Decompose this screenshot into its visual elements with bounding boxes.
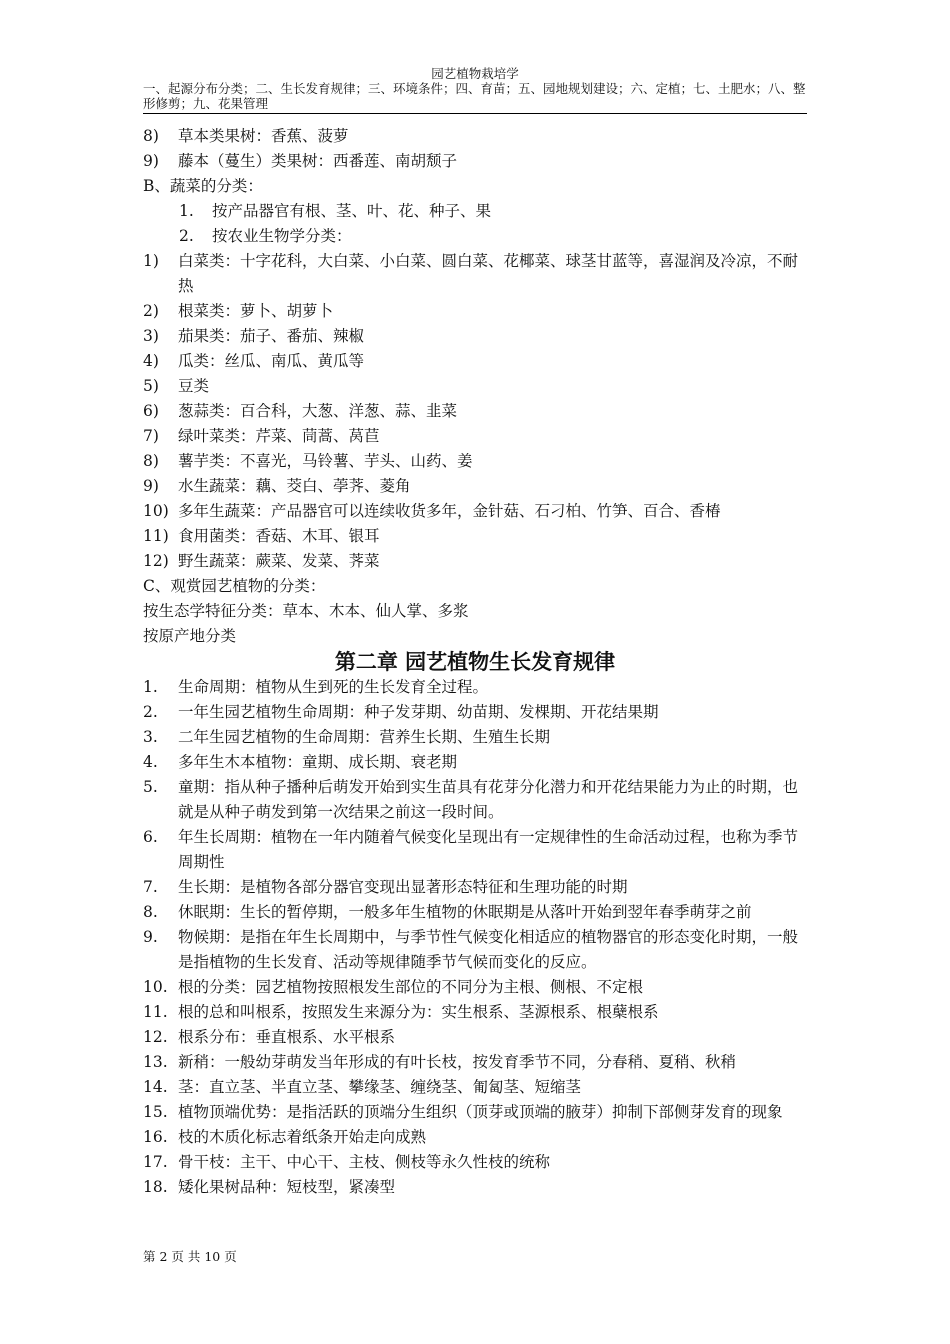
list-number: 2. [143,703,158,721]
list-text: 骨干枝：主干、中心干、主枝、侧枝等永久性枝的统称 [178,1153,551,1171]
list-item [143,900,807,925]
list-number: 4) [143,352,159,370]
list-item [143,349,807,374]
list-text: 童期：指从种子播种后萌发开始到实生苗具有花芽分化潜力和开花结果能力为止的时期，也就是从种子萌发到第一次结果之前这一段时间。 [178,778,799,821]
list-item [143,1175,807,1200]
list-item [143,1100,807,1125]
classification-method [143,199,807,224]
list-number: 13. [143,1053,168,1071]
list-text: 葱蒜类：百合科，大葱、洋葱、蒜、韭菜 [178,402,458,420]
list-number: 9) [143,477,159,495]
list-number: 9) [143,152,159,170]
list-item [143,149,807,174]
list-number: 4. [143,753,158,771]
list-item [143,424,807,449]
list-item [143,374,807,399]
list-number: 7) [143,427,159,445]
page-header [143,66,807,111]
list-number: 6. [143,828,158,846]
list-text: 多年生木本植物：童期、成长期、衰老期 [178,753,458,771]
section-c-heading: C、观赏园艺植物的分类： [143,577,326,595]
list-text: 休眠期：生长的暂停期，一般多年生植物的休眠期是从落叶开始到翌年春季萌芽之前 [178,903,752,921]
list-text: 二年生园艺植物的生命周期：营养生长期、生殖生长期 [178,728,551,746]
list-number: 3) [143,327,159,345]
list-number: 9. [143,928,158,946]
list-number: 10. [143,978,168,996]
list-item [143,124,807,149]
list-item [143,750,807,775]
list-text: 枝的木质化标志着纸条开始走向成熟 [178,1128,427,1146]
list-item [143,524,807,549]
list-text: 多年生蔬菜：产品器官可以连续收货多年，金针菇、石刁柏、竹笋、百合、香椿 [178,502,721,520]
list-text: 豆类 [178,377,210,395]
list-text: 野生蔬菜：蕨菜、发菜、荠菜 [178,552,380,570]
section-c-line: 按原产地分类 [143,627,237,645]
list-number: 12) [143,552,169,570]
list-item [143,675,807,700]
list-text: 根的分类：园艺植物按照根发生部位的不同分为主根、侧根、不定根 [178,978,644,996]
list-number: 15. [143,1103,168,1121]
list-number: 1. [143,678,158,696]
list-number: 10) [143,502,169,520]
list-text: 一年生园艺植物生命周期：种子发芽期、幼苗期、发棵期、开花结果期 [178,703,659,721]
section-c-line: 按生态学特征分类：草本、木本、仙人掌、多浆 [143,602,469,620]
list-text: 根系分布：垂直根系、水平根系 [178,1028,396,1046]
list-text: 瓜类：丝瓜、南瓜、黄瓜等 [178,352,365,370]
list-item [143,1000,807,1025]
list-number: 2) [143,302,159,320]
list-item [143,474,807,499]
header-divider [143,113,807,114]
list-item [143,1150,807,1175]
list-number: 5. [143,778,158,796]
list-text: 绿叶菜类：芹菜、茼蒿、莴苣 [178,427,380,445]
list-item [143,299,807,324]
list-number: 7. [143,878,158,896]
list-text: 矮化果树品种：短枝型，紧凑型 [178,1178,396,1196]
list-item [143,499,807,524]
list-text: 根的总和叫根系，按照发生来源分为：实生根系、茎源根系、根蘖根系 [178,1003,659,1021]
page-number: 第 2 页 共 10 页 [143,1249,237,1264]
list-item [143,825,807,875]
section-b-heading: B、蔬菜的分类： [143,177,263,195]
list-number: 1) [143,252,159,270]
list-item [143,1050,807,1075]
list-text: 按产品器官有根、茎、叶、花、种子、果 [212,202,492,220]
list-item [143,324,807,349]
list-number: 3. [143,728,158,746]
list-text: 物候期：是指在年生长周期中，与季节性气候变化相适应的植物器官的形态变化时期，一般是指植物的生长发育、活动等规律随季节气候而变化的反应。 [178,928,799,971]
list-number: 16. [143,1128,168,1146]
list-item [143,1025,807,1050]
list-text: 根菜类：萝卜、胡萝卜 [178,302,334,320]
list-number: 8) [143,452,159,470]
list-number: 12. [143,1028,168,1046]
list-text: 食用菌类：香菇、木耳、银耳 [178,527,380,545]
list-number: 11. [143,1003,168,1021]
list-text: 藤本（蔓生）类果树：西番莲、南胡颓子 [178,152,458,170]
list-number: 2. [179,227,194,245]
list-text: 水生蔬菜：藕、茭白、荸荠、菱角 [178,477,411,495]
list-item [143,700,807,725]
list-item [143,775,807,825]
list-text: 薯芋类：不喜光，马铃薯、芋头、山药、姜 [178,452,473,470]
list-text: 植物顶端优势：是指活跃的顶端分生组织（顶芽或顶端的腋芽）抑制下部侧芽发育的现象 [178,1103,783,1121]
list-item [143,249,807,299]
list-number: 6) [143,402,159,420]
list-number: 18. [143,1178,168,1196]
document-title: 园艺植物栽培学 [431,66,519,81]
chapter-outline: 一、起源分布分类；二、生长发育规律；三、环境条件；四、育苗；五、园地规划建设；六、定植；七、土肥水；八、整形修剪；九、花果管理 [143,81,806,111]
list-item [143,449,807,474]
list-item [143,975,807,1000]
list-text: 茎：直立茎、半直立茎、攀缘茎、缠绕茎、匍匐茎、短缩茎 [178,1078,582,1096]
list-number: 1. [179,202,194,220]
list-number: 11) [143,527,169,545]
list-text: 生命周期：植物从生到死的生长发育全过程。 [178,678,489,696]
list-number: 5) [143,377,159,395]
list-number: 8) [143,127,159,145]
list-text: 茄果类：茄子、番茄、辣椒 [178,327,365,345]
list-text: 生长期：是植物各部分器官变现出显著形态特征和生理功能的时期 [178,878,628,896]
list-item [143,1075,807,1100]
list-item [143,1125,807,1150]
chapter-title: 第二章 园艺植物生长发育规律 [334,649,616,674]
list-text: 草本类果树：香蕉、菠萝 [178,127,349,145]
list-text: 年生长周期：植物在一年内随着气候变化呈现出有一定规律性的生命活动过程，也称为季节周期性 [178,828,799,871]
list-item [143,875,807,900]
list-item [143,549,807,574]
classification-method [143,224,807,249]
list-text: 白菜类：十字花科，大白菜、小白菜、圆白菜、花椰菜、球茎甘蓝等，喜湿润及冷凉，不耐热 [178,252,799,295]
list-item [143,725,807,750]
list-number: 8. [143,903,158,921]
page-body [143,124,807,1200]
list-item [143,399,807,424]
list-text: 按农业生物学分类： [212,227,352,245]
list-text: 新稍：一般幼芽萌发当年形成的有叶长枝，按发育季节不同，分春稍、夏稍、秋稍 [178,1053,737,1071]
list-number: 17. [143,1153,168,1171]
list-item [143,925,807,975]
list-number: 14. [143,1078,168,1096]
